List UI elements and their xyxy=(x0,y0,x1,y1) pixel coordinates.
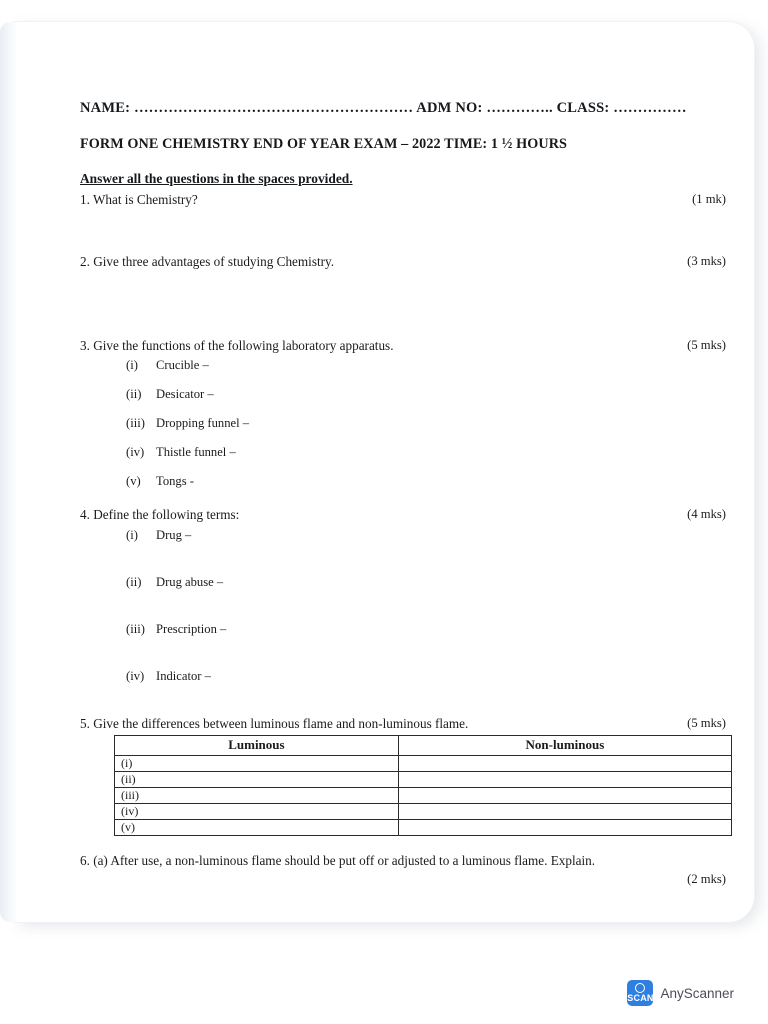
question-3-sub-iii xyxy=(126,415,740,432)
anyscanner-logo-icon: SCAN xyxy=(627,980,653,1006)
question-3-sub-i-text: Crucible – xyxy=(156,358,209,373)
exam-title: FORM ONE CHEMISTRY END OF YEAR EXAM – 2022 TIME: 1 ½ HOURS xyxy=(80,136,568,152)
question-4-sub-ii-label: (ii) xyxy=(126,575,142,590)
question-2-marks: (3 mks) xyxy=(687,253,726,268)
table-row xyxy=(115,772,732,788)
table-cell-luminous-iii: (iii) xyxy=(115,788,399,804)
table-row xyxy=(115,820,732,836)
table-row xyxy=(115,788,732,804)
question-6-number: 6. xyxy=(80,853,90,869)
question-3 xyxy=(80,337,740,355)
question-3-sub-iv xyxy=(126,444,740,461)
table-cell-luminous-ii: (ii) xyxy=(115,772,399,788)
scanned-page xyxy=(14,22,754,922)
question-4 xyxy=(80,506,740,524)
question-3-number: 3. xyxy=(80,337,90,353)
question-1 xyxy=(80,191,740,209)
question-4-sub-i-label: (i) xyxy=(126,528,138,543)
question-3-sub-iii-text: Dropping funnel – xyxy=(156,416,250,431)
question-3-sub-v-text: Tongs - xyxy=(156,474,194,489)
table-cell-luminous-i: (i) xyxy=(115,756,399,772)
question-5 xyxy=(80,715,740,733)
question-6-body: (a) After use, a non-luminous flame should be put off or adjusted to a luminous flame. Explain. xyxy=(93,853,596,869)
table-cell-luminous-v: (v) xyxy=(115,820,399,836)
table-cell-non-luminous-iii xyxy=(398,788,731,804)
anyscanner-label: AnyScanner xyxy=(660,985,734,1001)
question-3-sub-ii-label: (ii) xyxy=(126,387,142,402)
exam-instruction: Answer all the questions in the spaces provided. xyxy=(80,171,353,186)
question-4-number: 4. xyxy=(80,507,90,523)
question-2-body: Give three advantages of studying Chemistry. xyxy=(93,253,335,269)
luminous-comparison-table xyxy=(114,735,732,836)
question-6 xyxy=(80,852,740,870)
question-3-sub-iv-label: (iv) xyxy=(126,445,145,460)
question-3-sub-i-label: (i) xyxy=(126,358,138,373)
question-3-sub-iv-text: Thistle funnel – xyxy=(156,445,236,460)
question-3-sub-v xyxy=(126,473,740,490)
question-4-sub-ii-text: Drug abuse – xyxy=(156,575,224,590)
question-4-sub-iii-text: Prescription – xyxy=(156,622,227,637)
table-row xyxy=(115,804,732,820)
question-5-number: 5. xyxy=(80,716,90,732)
table-cell-non-luminous-iv xyxy=(398,804,731,820)
table-row xyxy=(115,756,732,772)
question-1-marks: (1 mk) xyxy=(692,192,726,206)
question-3-sub-i xyxy=(126,357,740,374)
table-header-non-luminous: Non-luminous xyxy=(398,736,731,756)
question-3-sub-iii-label: (iii) xyxy=(126,416,145,431)
question-1-text: 1. xyxy=(80,192,90,207)
table-header-row xyxy=(115,736,732,756)
question-3-sub-ii xyxy=(126,386,740,403)
question-4-sub-iv xyxy=(126,668,740,685)
table-cell-non-luminous-v xyxy=(398,820,731,836)
question-3-body: Give the functions of the following laboratory apparatus. xyxy=(93,337,394,353)
question-4-sub-ii xyxy=(126,574,740,591)
question-5-body: Give the differences between luminous flame and non-luminous flame. xyxy=(93,716,469,732)
question-4-sub-i-text: Drug – xyxy=(156,528,192,543)
question-4-sub-iii-label: (iii) xyxy=(126,622,145,637)
scanner-watermark xyxy=(627,980,734,1006)
exam-paper-body xyxy=(80,100,740,900)
table-cell-non-luminous-i xyxy=(398,756,731,772)
table-header-luminous: Luminous xyxy=(115,736,399,756)
answer-space-1 xyxy=(80,209,740,253)
question-6-marks: (2 mks) xyxy=(687,871,726,886)
table-cell-luminous-iv: (iv) xyxy=(115,804,399,820)
question-4-sub-iv-label: (iv) xyxy=(126,669,145,684)
question-1-body: What is Chemistry? xyxy=(92,192,198,207)
question-2-number: 2. xyxy=(80,253,90,269)
question-3-sub-ii-text: Desicator – xyxy=(156,387,214,402)
question-4-sub-iii xyxy=(126,621,740,638)
question-4-sub-i xyxy=(126,527,740,544)
question-2 xyxy=(80,253,740,271)
student-details-line: NAME: ………………………………………………… ADM NO: ………….. CLASS: …………… xyxy=(80,100,687,116)
answer-space-2 xyxy=(80,271,740,337)
question-4-marks: (4 mks) xyxy=(687,507,726,522)
question-3-sub-v-label: (v) xyxy=(126,474,141,489)
question-4-sub-iv-text: Indicator – xyxy=(156,669,211,684)
question-3-marks: (5 mks) xyxy=(687,337,726,352)
question-5-marks: (5 mks) xyxy=(687,716,726,731)
table-cell-non-luminous-ii xyxy=(398,772,731,788)
question-4-body: Define the following terms: xyxy=(93,507,240,523)
